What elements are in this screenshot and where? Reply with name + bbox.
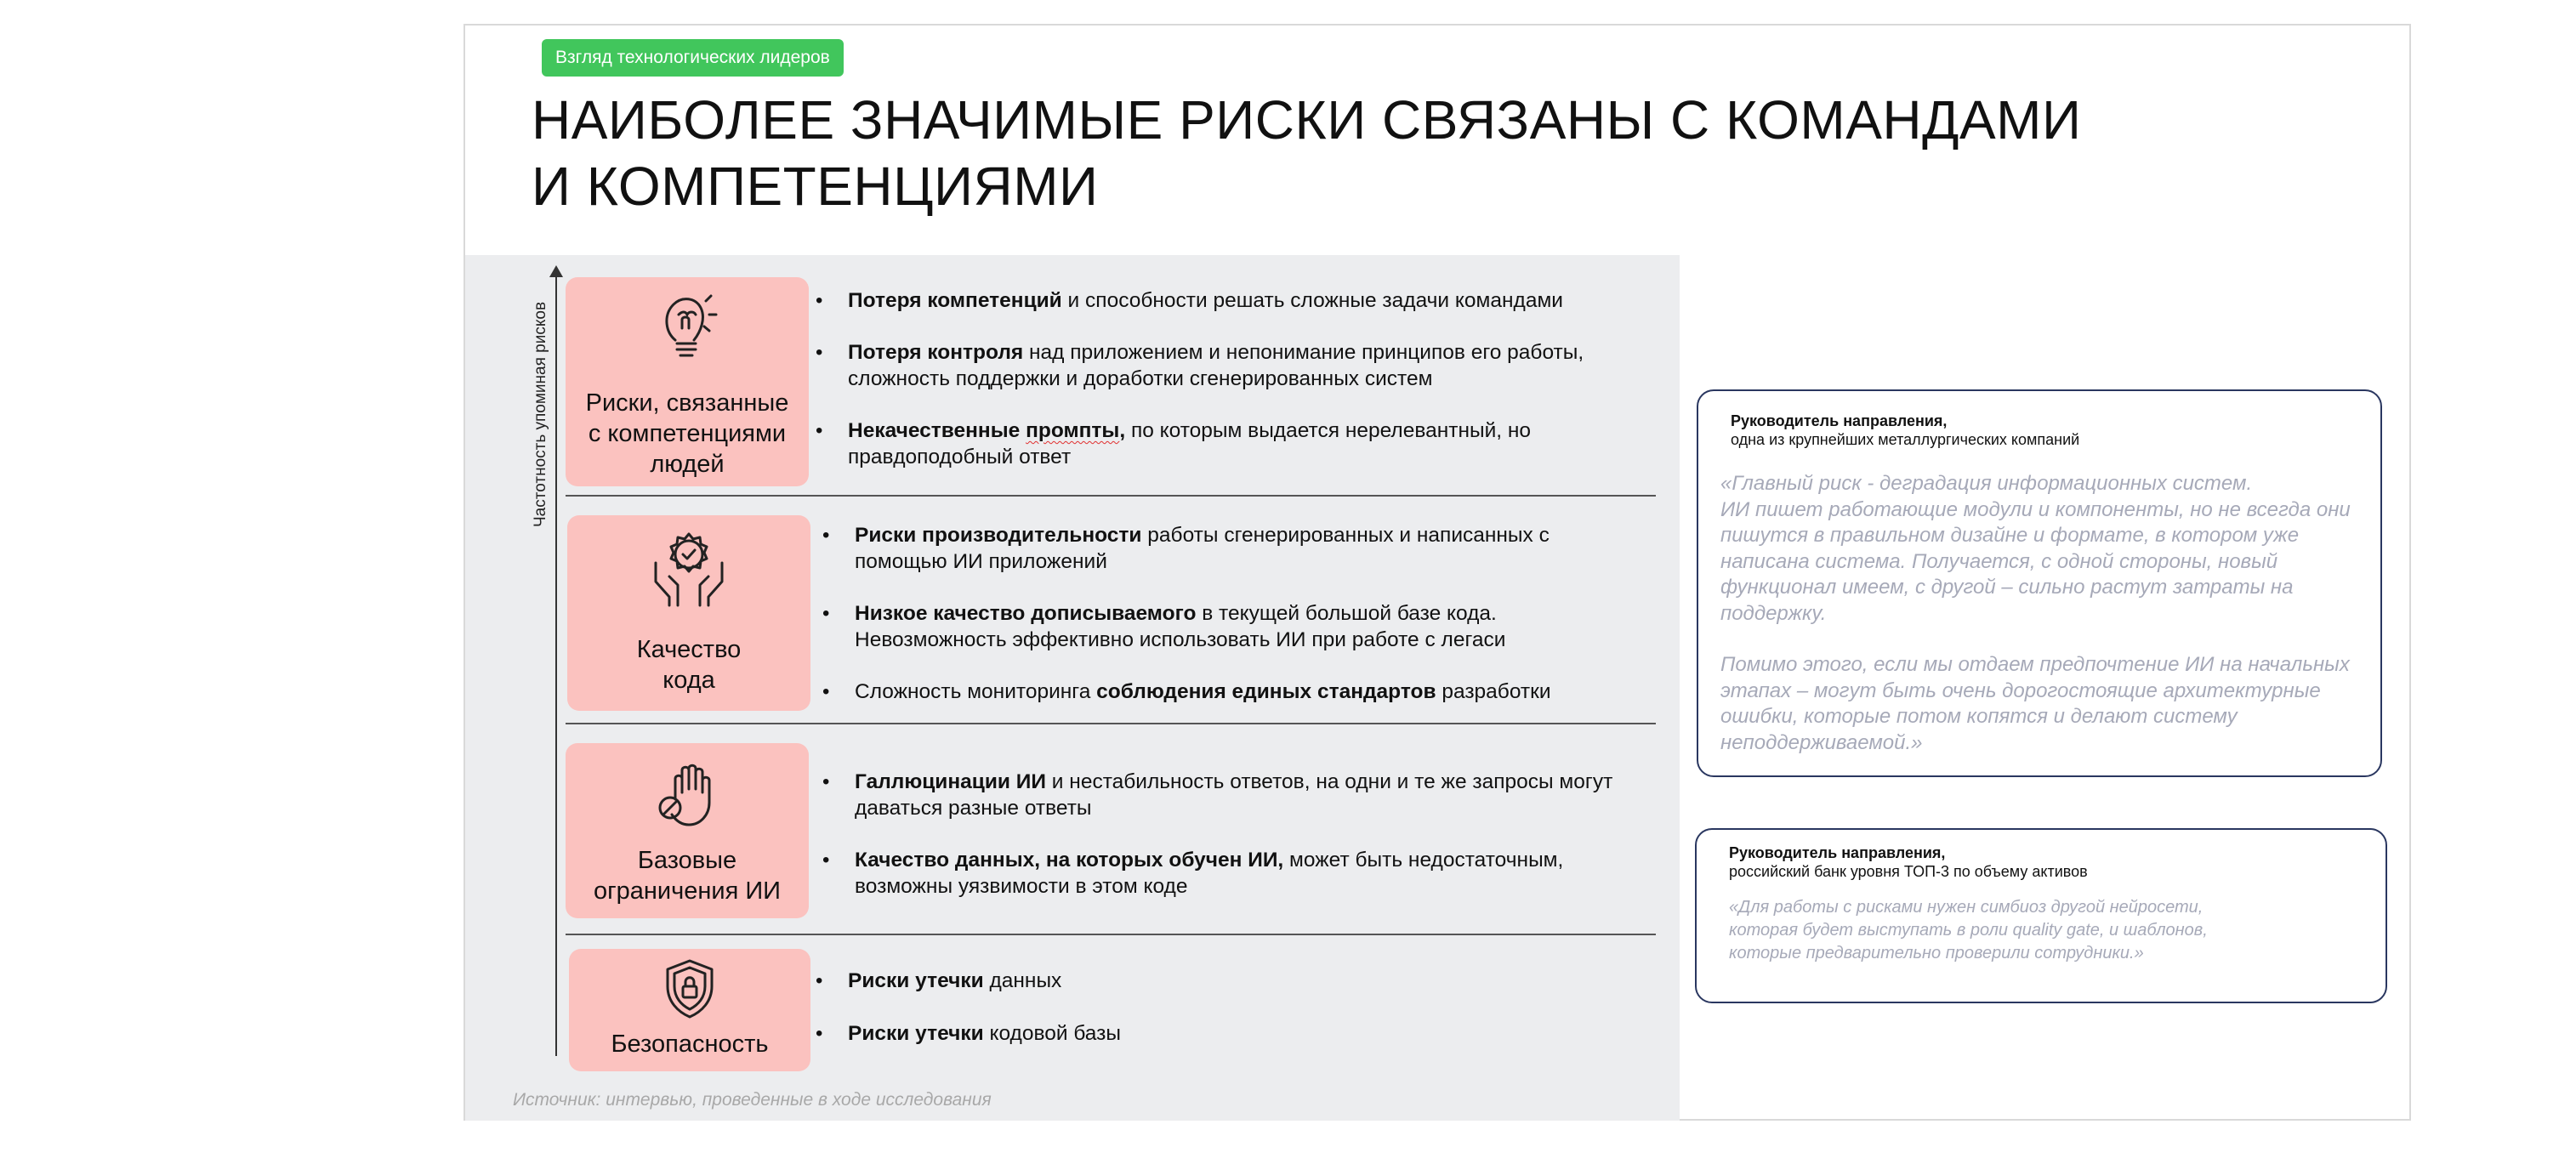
divider: [566, 934, 1656, 935]
risk-list-ai-limits: [822, 769, 1663, 900]
hands-quality-badge-icon: [651, 529, 727, 611]
lightbulb-idea-icon: [653, 289, 721, 372]
list-item: • Низкое качество дописываемого в текущей большой базе кода. Невозможность эффективно использовать ИИ при работе с легаси: [822, 600, 1561, 653]
page-title: [532, 87, 2081, 219]
title-line-2: И КОМПЕТЕНЦИЯМИ: [532, 156, 1099, 217]
risk-list-code-quality: [822, 522, 1697, 705]
risk-card-label: Безопасность: [611, 1031, 769, 1058]
risk-card-label: Риски, связанные с компетенциями людей: [585, 389, 789, 478]
list-item: • Сложность мониторинга соблюдения единых стандартов разработки: [822, 679, 1697, 705]
frequency-axis: [555, 274, 557, 1056]
risk-card-security: [569, 949, 810, 1071]
list-item: • Некачественные промпты, по которым выдается нерелевантный, но правдоподобный ответ: [816, 417, 1571, 470]
quote-text: «Главный риск - деградация информационных систем. ИИ пишет работающие модули и компоненты, но не всегда они пишутся в правильном дизайне и формате, в котором уже написана система. Получается, с одной стороны, новый функционал имеем, с другой – сильно растут затраты на поддержку.: [1720, 472, 2351, 625]
risk-card-competencies: [566, 277, 809, 486]
list-item: • Риски утечки кодовой базы: [816, 1020, 1690, 1047]
source-note: Источник: интервью, проведенные в ходе исследования: [513, 1090, 992, 1110]
quote-card: [1695, 828, 2387, 1003]
divider: [566, 495, 1656, 497]
risk-card-label: Качество кода: [636, 636, 742, 694]
quote-text: Помимо этого, если мы отдаем предпочтение ИИ на начальных этапах – могут быть очень дорогостоящие архитектурные ошибки, которые потом копятся и делают систему неподдерживаемой.»: [1720, 653, 2350, 754]
risk-card-code-quality: [567, 515, 810, 711]
shield-lock-icon: [662, 957, 717, 1023]
list-item: • Риски утечки данных: [816, 968, 1690, 994]
quote-text: «Для работы с рисками нужен симбиоз другой нейросети, которая будет выступать в роли quality gate, и шаблонов, которые предварительно проверили сотрудники.»: [1729, 898, 2208, 962]
quote-author: Руководитель направления,: [1729, 844, 1946, 861]
stop-hand-icon: [653, 758, 721, 834]
title-line-1: НАИБОЛЕЕ ЗНАЧИМЫЕ РИСКИ СВЯЗАНЫ С КОМАНДАМИ: [532, 89, 2082, 150]
axis-label: Частотность упоминая рисков: [532, 301, 549, 527]
list-item: • Потеря компетенций и способности решать сложные задачи командами: [816, 287, 1690, 314]
risk-card-ai-limits: [566, 743, 809, 918]
slide: [463, 24, 2411, 1121]
risk-card-label: Базовые ограничения ИИ: [593, 847, 782, 905]
risk-list-security: [816, 968, 1690, 1047]
risk-list-competencies: [816, 287, 1690, 470]
list-item: • Качество данных, на которых обучен ИИ, может быть недостаточным, возможны уязвимости в этом коде: [822, 847, 1637, 900]
section-tag: Взгляд технологических лидеров: [542, 39, 844, 77]
quote-card: [1697, 389, 2382, 777]
quote-organization: российский банк уровня ТОП-3 по объему активов: [1729, 863, 2088, 880]
divider: [566, 723, 1656, 724]
list-item: • Риски производительности работы сгенерированных и написанных с помощью ИИ приложений: [822, 522, 1586, 575]
quote-organization: одна из крупнейших металлургических компаний: [1731, 431, 2080, 448]
list-item: • Галлюцинации ИИ и нестабильность ответов, на одни и те же запросы могут даваться разные ответы: [822, 769, 1663, 821]
quote-author: Руководитель направления,: [1731, 412, 1948, 429]
list-item: • Потеря контроля над приложением и непонимание принципов его работы, сложность поддержки и доработки сгенерированных систем: [816, 339, 1630, 392]
